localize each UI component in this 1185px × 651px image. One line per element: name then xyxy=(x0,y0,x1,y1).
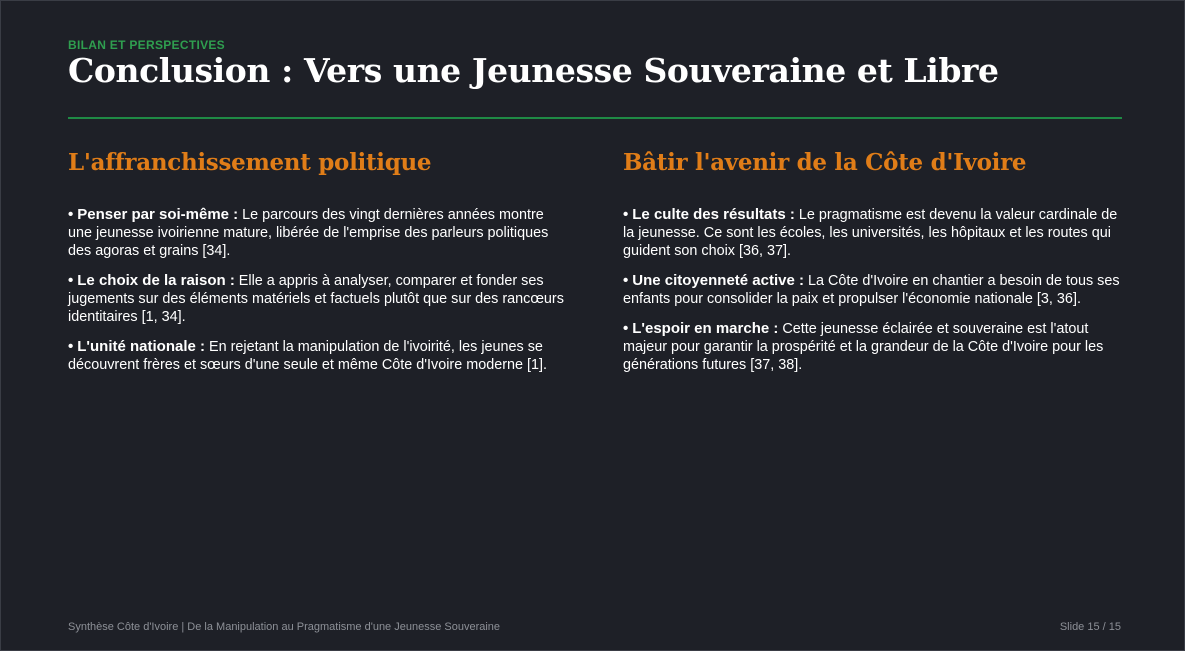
bullet-icon: • xyxy=(68,272,74,289)
left-column xyxy=(68,149,568,386)
bullet-point xyxy=(68,338,568,374)
footer-source: Synthèse Côte d'Ivoire | De la Manipulation au Pragmatisme d'une Jeunesse Souveraine xyxy=(68,621,501,633)
bullet-lead: Une citoyenneté active : xyxy=(632,272,804,289)
bullet-icon: • xyxy=(68,338,74,355)
section-kicker: BILAN ET PERSPECTIVES xyxy=(68,38,225,52)
bullet-lead: Le culte des résultats : xyxy=(632,206,795,223)
bullet-text: Le parcours des vingt dernières années montre une jeunesse ivoirienne mature, libérée de l'emprise des parleurs politiques des agoras et grains [34]. xyxy=(68,207,549,259)
bullet-text: Elle a appris à analyser, comparer et fonder ses jugements sur des éléments matériels et factuels plutôt que sur des rancœurs identitaires [1, 34]. xyxy=(68,273,564,325)
bullet-point xyxy=(68,206,568,260)
right-column-heading: Bâtir l'avenir de la Côte d'Ivoire xyxy=(623,149,1027,176)
bullet-icon: • xyxy=(68,206,74,223)
bullet-point xyxy=(68,272,568,326)
right-column xyxy=(623,149,1123,386)
slide-title: Conclusion : Vers une Jeunesse Souveraine et Libre xyxy=(68,51,999,90)
bullet-text: Le pragmatisme est devenu la valeur cardinale de la jeunesse. Ce sont les écoles, les universités, les hôpitaux et les routes qui guident son choix [36, 37]. xyxy=(623,207,1118,259)
bullet-point xyxy=(623,206,1123,260)
bullet-lead: L'unité nationale : xyxy=(77,338,205,355)
bullet-point xyxy=(623,272,1123,308)
bullet-text: La Côte d'Ivoire en chantier a besoin de tous ses enfants pour consolider la paix et propulser l'économie nationale [3, 36]. xyxy=(623,273,1120,307)
left-column-heading: L'affranchissement politique xyxy=(68,149,432,176)
bullet-icon: • xyxy=(623,272,629,289)
bullet-point xyxy=(623,320,1123,374)
bullet-text: Cette jeunesse éclairée et souveraine est l'atout majeur pour garantir la prospérité et la grandeur de la Côte d'Ivoire pour les générations futures [37, 38]. xyxy=(623,321,1104,373)
bullet-text: En rejetant la manipulation de l'ivoirité, les jeunes se découvrent frères et sœurs d'une seule et même Côte d'Ivoire moderne [1]. xyxy=(68,339,548,373)
slide-number: Slide 15 / 15 xyxy=(1059,621,1121,633)
title-divider xyxy=(68,117,1122,119)
bullet-lead: L'espoir en marche : xyxy=(632,320,779,337)
bullet-lead: Le choix de la raison : xyxy=(77,272,235,289)
bullet-lead: Penser par soi-même : xyxy=(77,206,239,223)
bullet-icon: • xyxy=(623,206,629,223)
bullet-icon: • xyxy=(623,320,629,337)
